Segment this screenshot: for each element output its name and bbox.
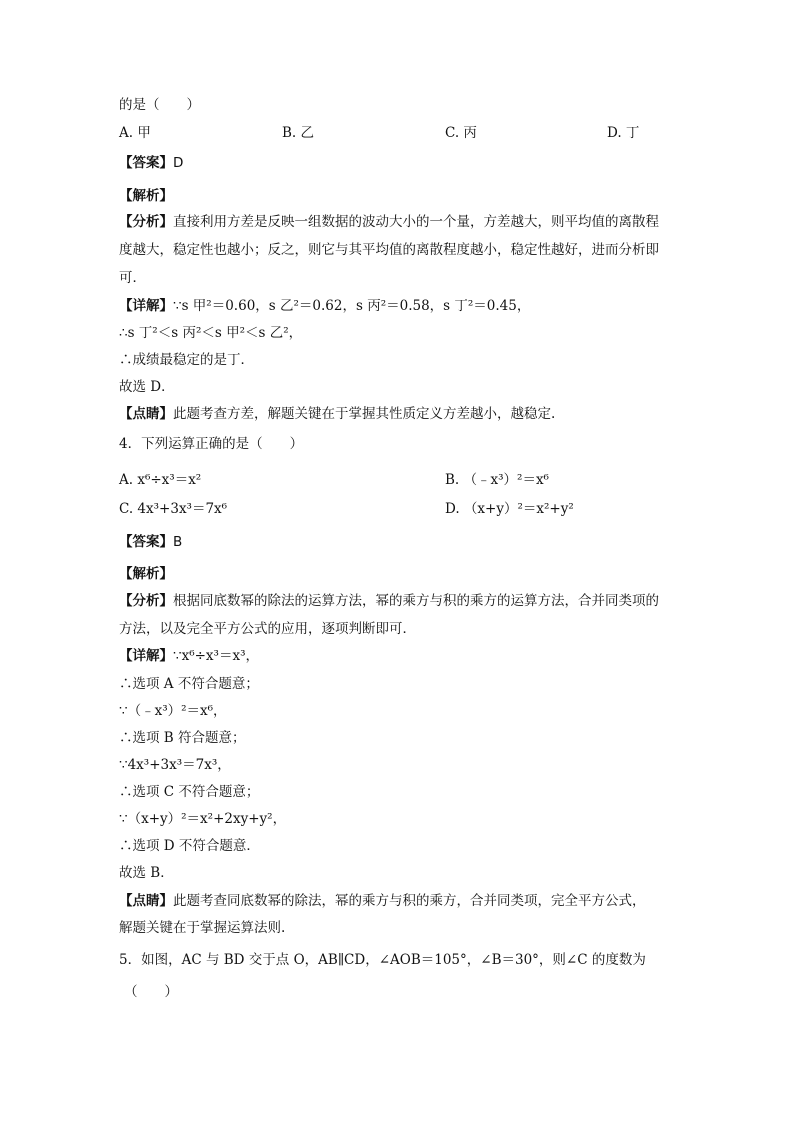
answer-tag: 【答案】 [119, 155, 173, 171]
q5-stem-line1: 5．如图，AC 与 BD 交于点 O，AB∥CD，∠AOB＝105°，∠B＝30°，则∠C 的度数为 [119, 952, 646, 968]
q3-stem-tail: 的是（ ） [119, 97, 200, 113]
q4-xiangjie-line5: ∵4x³+3x³＝7x³， [119, 757, 231, 773]
q4-xiangjie-line1 [119, 646, 259, 666]
q4-xiangjie-line3: ∵（﹣x³）²＝x⁶， [119, 703, 227, 719]
q3-dianjing-line [119, 404, 555, 424]
q4-stem: 4．下列运算正确的是（ ） [119, 436, 304, 452]
q3-xiangjie-line3: ∴成绩最稳定的是丁． [119, 352, 254, 368]
xiangjie-tag: 【详解】 [119, 298, 173, 314]
q3-fenxi-line1 [119, 212, 659, 232]
q3-option-b: B. 乙 [282, 125, 315, 141]
q3-option-a: A. 甲 [119, 125, 151, 141]
q4-xiangjie-line6: ∴选项 C 不符合题意； [119, 784, 260, 800]
q5-stem-line2: （ ） [124, 984, 178, 1000]
answer-tag: 【答案】 [119, 534, 173, 550]
answer-value: D [173, 155, 184, 171]
q3-option-c: C. 丙 [445, 125, 477, 141]
q4-option-c: C. 4x³+3x³＝7x⁶ [119, 501, 228, 517]
q3-answer-line [119, 153, 183, 173]
xiangjie-tag: 【详解】 [119, 648, 173, 664]
dianjing-tag: 【点睛】 [119, 893, 173, 909]
q3-fenxi-line2: 度越大，稳定性也越小；反之，则它与其平均值的离散程度越小，稳定性越好，进而分析即 [119, 242, 659, 258]
q3-fenxi-line3: 可． [119, 270, 146, 286]
q4-option-b: B. （﹣x³）²＝x⁶ [445, 472, 549, 488]
q4-xiangjie-line4: ∴选项 B 符合题意； [119, 730, 246, 746]
q4-option-d: D. （x+y）²＝x²+y² [445, 501, 574, 517]
q3-xiangjie-line2: ∴s 丁²＜s 丙²＜s 甲²＜s 乙²， [119, 325, 303, 341]
xiangjie-text: ∵s 甲²＝0.60，s 乙²＝0.62，s 丙²＝0.58，s 丁²＝0.45， [173, 298, 531, 314]
dianjing-text: 此题考查方差，解题关键在于掌握其性质定义方差越小，越稳定. [173, 406, 556, 422]
q4-jiexi-heading: 【解析】 [119, 566, 173, 582]
q4-option-a: A. x⁶÷x³＝x² [119, 472, 202, 488]
q4-answer-line [119, 532, 182, 552]
fenxi-text: 直接利用方差是反映一组数据的波动大小的一个量，方差越大，则平均值的离散程 [173, 214, 659, 230]
dianjing-text: 此题考查同底数幂的除法，幂的乘方与积的乘方，合并同类项，完全平方公式， [173, 893, 646, 909]
fenxi-tag: 【分析】 [119, 593, 173, 609]
fenxi-tag: 【分析】 [119, 214, 173, 230]
q3-xiangjie-line1 [119, 296, 530, 316]
q4-dianjing-line2: 解题关键在于掌握运算法则. [119, 920, 286, 936]
dianjing-tag: 【点睛】 [119, 406, 173, 422]
q3-xiangjie-line4: 故选 D． [119, 379, 175, 395]
q4-xiangjie-line9: 故选 B． [119, 865, 174, 881]
xiangjie-text: ∵x⁶÷x³＝x³， [173, 648, 259, 664]
q3-jiexi-heading: 【解析】 [119, 188, 173, 204]
q4-xiangjie-line8: ∴选项 D 不符合题意． [119, 838, 260, 854]
fenxi-text: 根据同底数幂的除法的运算方法，幂的乘方与积的乘方的运算方法，合并同类项的 [173, 593, 659, 609]
q4-fenxi-line2: 方法，以及完全平方公式的应用，逐项判断即可． [119, 621, 416, 637]
q4-fenxi-line1 [119, 591, 659, 611]
q4-xiangjie-line2: ∴选项 A 不符合题意； [119, 676, 259, 692]
q3-option-d: D. 丁 [607, 125, 640, 141]
q4-xiangjie-line7: ∵（x+y）²＝x²+2xy+y²， [119, 811, 287, 827]
answer-value: B [173, 534, 183, 550]
q4-dianjing-line1 [119, 891, 646, 911]
